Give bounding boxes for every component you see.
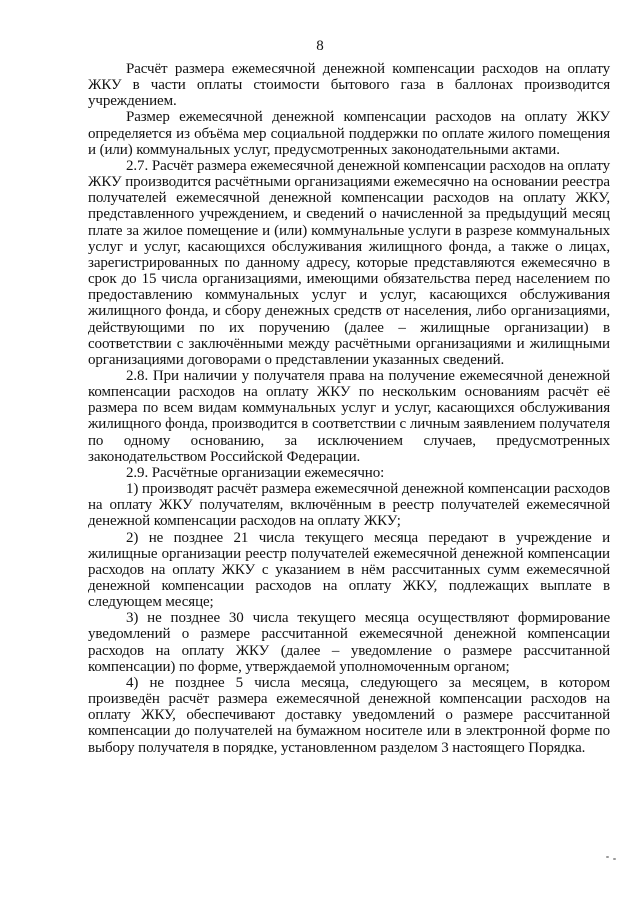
scan-speck xyxy=(606,856,609,858)
list-item-2: 2) не позднее 21 числа текущего месяца передают в учреждение и жилищные организации реестр получателей ежемесячной денежной компенсации расходов на оплату ЖКУ с указанием в нём рассчитанных сумм ежемесячной денежной компенсации расходов на оплату ЖКУ, подлежащих выплате в следующем месяце; xyxy=(88,529,610,611)
list-item-1: 1) производят расчёт размера ежемесячной денежной компенсации расходов на оплату ЖКУ получателям, включённым в реестр получателей ежемесячной денежной компенсации расходов на оплату ЖКУ; xyxy=(88,481,610,530)
page-number: 8 xyxy=(316,38,324,54)
scan-speck xyxy=(613,858,616,860)
paragraph-compensation-size: Размер ежемесячной денежной компенсации расходов на оплату ЖКУ определяется из объёма мер социальной поддержки по оплате жилого помещения и (или) коммунальных услуг, предусмотренных законодательными актами. xyxy=(88,109,610,158)
list-item-4: 4) не позднее 5 числа месяца, следующего за месяцем, в котором произведён расчёт размера ежемесячной денежной компенсации расходов на оплату ЖКУ, обеспечивают доставку уведомлений о размере рассчитанной компенсации до получателей на бумажном носителе или в электронной форме по выбору получателя в порядке, установленном разделом 3 настоящего Порядка. xyxy=(88,674,610,756)
paragraph-2-7: 2.7. Расчёт размера ежемесячной денежной компенсации расходов на оплату ЖКУ производится расчётными организациями ежемесячно на основании реестра получателей ежемесячной денежной компенсации расходов на оплату ЖКУ, представленного учреждением, и сведений о начисленной за предыдущий месяц плате за жилое помещение и (или) коммунальные услуги в разрезе коммунальных услуг и услуг, касающихся обслуживания жилищного фонда, а также о лицах, зарегистрированных по данному адресу, которые представляются ежемесячно в срок до 15 числа организациями, имеющими обязательства перед населением по предоставлению коммунальных услуг и услуг, касающихся обслуживания жилищного фонда, и сбору денежных средств от населения, либо организациями, действующими по их поручению (далее – жилищные организации) в соответствии с заключёнными между расчётными организациями и жилищными организациями договорами о представлении указанных сведений. xyxy=(88,157,610,368)
list-item-3: 3) не позднее 30 числа текущего месяца осуществляют формирование уведомлений о размере рассчитанной ежемесячной денежной компенсации расходов на оплату ЖКУ (далее – уведомление о размере рассчитанной компенсации) по форме, утверждаемой уполномоченным органом; xyxy=(88,610,610,675)
paragraph-2-9: 2.9. Расчётные организации ежемесячно: xyxy=(126,464,385,481)
paragraph-gas-cylinders: Расчёт размера ежемесячной денежной компенсации расходов на оплату ЖКУ в части оплаты стоимости бытового газа в баллонах производится учреждением. xyxy=(88,61,610,110)
document-body xyxy=(88,61,610,756)
paragraph-2-8: 2.8. При наличии у получателя права на получение ежемесячной денежной компенсации расходов на оплату ЖКУ по нескольким основаниям расчёт её размера по всем видам коммунальных услуг и услуг, касающихся обслуживания жилищного фонда, производится в соответствии с личным заявлением получателя по одному основанию, за исключением случаев, предусмотренных законодательством Российской Федерации. xyxy=(88,367,610,465)
